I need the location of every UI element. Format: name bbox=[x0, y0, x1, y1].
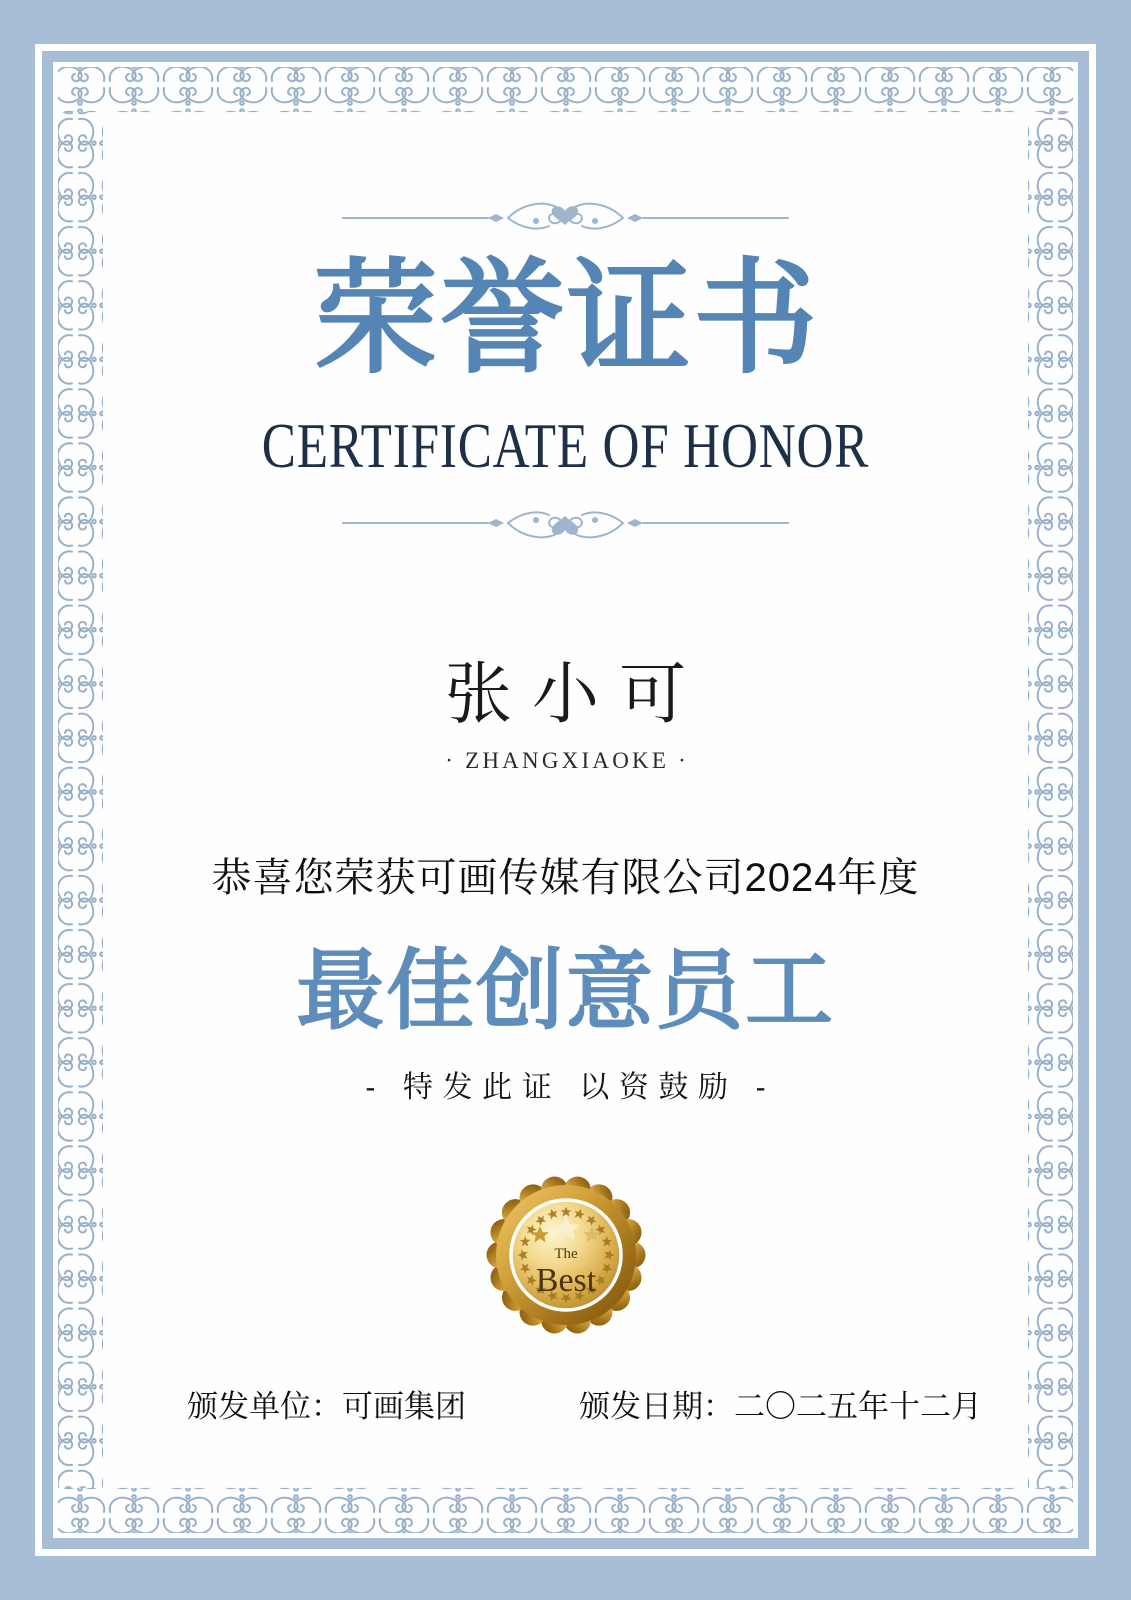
award-title: 最佳创意员工 bbox=[296, 944, 835, 1041]
recipient-latin-name: · ZHANGXIAOKE · bbox=[445, 748, 689, 773]
flourish-divider-icon bbox=[340, 198, 791, 238]
certificate-title-cn: 荣誉证书 bbox=[313, 251, 820, 388]
flourish-divider-icon bbox=[340, 503, 791, 543]
badge-text-best: Best bbox=[535, 1262, 597, 1299]
congrats-text: 恭喜您荣获可画传媒有限公司2024年度 bbox=[211, 856, 920, 900]
gold-seal-badge-icon bbox=[480, 1169, 652, 1341]
issuer-text: 颁发单位：可画集团 bbox=[187, 1389, 466, 1424]
recipient-name: 张小可 bbox=[444, 657, 707, 732]
motto-text: - 特发此证 以资鼓励 - bbox=[365, 1071, 776, 1104]
date-text: 颁发日期：二〇二五年十二月 bbox=[579, 1389, 982, 1424]
badge-text-the: The bbox=[554, 1246, 578, 1262]
certificate-title-en: CERTIFICATE OF HONOR bbox=[261, 410, 870, 481]
